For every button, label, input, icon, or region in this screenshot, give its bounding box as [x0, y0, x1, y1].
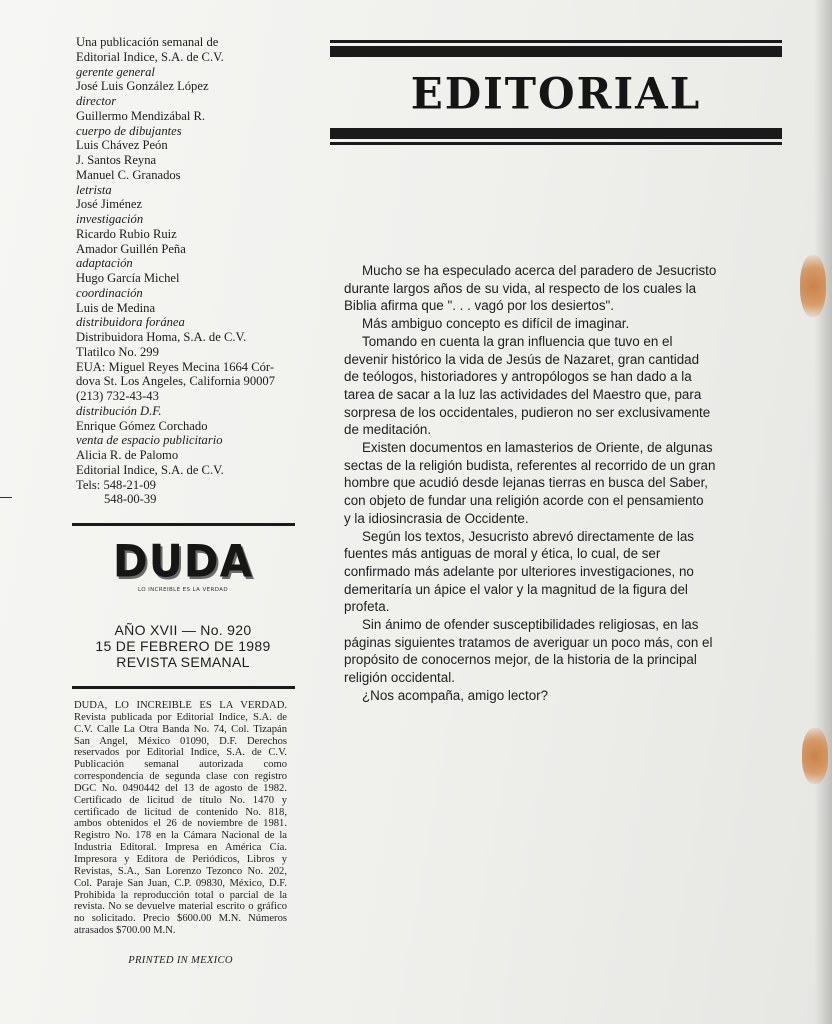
editorial-rule-top-thick — [330, 46, 782, 57]
editorial-line: confirmado más adelante por ulteriores investigaciones, no — [344, 563, 694, 579]
credit-line: Ricardo Rubio Ruiz — [76, 226, 177, 241]
editorial-rule-top — [330, 40, 782, 43]
credit-role: venta de espacio publicitario — [76, 433, 223, 448]
credit-line: Tlatilco No. 299 — [76, 344, 159, 359]
printed-in-notice: PRINTED IN MEXICO — [128, 955, 233, 966]
divider-rule-bottom — [72, 686, 295, 689]
editorial-line: profeta. — [344, 599, 390, 615]
credit-role: coordinación — [76, 285, 143, 300]
credit-line: J. Santos Reyna — [76, 153, 157, 167]
issue-frequency: REVISTA SEMANAL — [116, 654, 250, 670]
editorial-line: de meditación. — [344, 422, 432, 438]
editorial-line: Tomando en cuenta la gran influencia que tuvo en el — [362, 333, 673, 349]
editorial-line: Sin ánimo de ofender susceptibilidades religiosas, en las — [362, 617, 699, 633]
credit-line: (213) 732-43-43 — [76, 389, 159, 403]
editorial-line: y la idiosincrasia de Occidente. — [344, 510, 529, 526]
editorial-line: propósito de conocernos mejor, de la historia de la principal — [344, 652, 697, 668]
credit-role: cuerpo de dibujantes — [76, 123, 182, 138]
editorial-line: sectas de la religión budista, referentes al recorrido de un gran — [344, 457, 716, 473]
credit-line: Luis de Medina — [76, 300, 156, 315]
divider-rule-top — [72, 523, 295, 526]
editorial-rule-bottom-thick — [330, 128, 782, 139]
credit-role: investigación — [76, 212, 144, 226]
credit-role: distribución D.F. — [76, 403, 162, 418]
editorial-line: durante largos años de su vida, al respecto de los cuales la — [344, 280, 697, 296]
editorial-line: tarea de sacar a la luz las actividades del Maestro que, para — [344, 386, 702, 402]
tape-stain-bottom — [802, 728, 828, 784]
editorial-body — [344, 262, 740, 705]
credit-role: director — [76, 94, 117, 108]
credit-line: Manuel C. Granados — [76, 167, 181, 182]
credit-line: José Luis González López — [76, 79, 209, 94]
credit-line: Una publicación semanal de — [76, 35, 219, 49]
credit-role: gerente general — [76, 64, 155, 79]
editorial-line: Existen documentos en lamasterios de Oriente, de algunas — [362, 440, 713, 456]
credit-line: José Jiménez — [76, 197, 143, 212]
credit-line: Enrique Gómez Corchado — [76, 418, 208, 433]
editorial-line: páginas siguientes tratamos de averiguar un poco más, con el — [344, 634, 713, 650]
editorial-line: con objeto de fundar una religión acorde con el pensamiento — [344, 493, 704, 509]
page-edge-shadow — [814, 0, 832, 1024]
editorial-line: religión occidental. — [344, 670, 455, 686]
magazine-logo: DUDA — [112, 535, 254, 588]
editorial-line: sorpresa de los occidentales, pudieron no ser exclusivamente — [344, 404, 711, 420]
credit-line: Editorial Indice, S.A. de C.V. — [76, 49, 224, 64]
legal-notice: DUDA, LO INCREIBLE ES LA VERDAD. Revista publicada por Editorial Indice, S.A. de C.V. Calle La Otra Banda No. 74, Col. Tizapán San Angel, México 01090, D.F. Derechos reservados por Editorial Indice, S.A. de C.V. Publicación semanal autorizada como correspondencia de segunda clase con registro DGC No. 0490442 del 13 de agosto de 1982. Certificado de licitud de título No. 1470 y certificado de licitud de contenido No. 818, ambos obtenidos el 26 de noviembre de 1981. Registro No. 178 en la Cámara Nacional de la Industria Editoral. Impresa en América Cía. Impresora y Editora de Periódicos, Libros y Revistas, S.A., San Lorenzo Tezonco No. 202, Col. Paraje San Juan, C.P. 09830, México, D.F. Prohibida la reproducción total o parcial de la revista. No se devuelve material escrito o gráfico no solicitado. Precio $600.00 M.N. Números atrasados $700.00 M.N. — [74, 700, 287, 937]
margin-mark — [0, 497, 12, 498]
editorial-line: demeritaría un ápice el valor y la magnitud de la figura del — [344, 581, 688, 597]
editorial-line: hombre que acudió desde lejanas tierras en busca del Saber, — [344, 475, 709, 491]
editorial-line: devenir histórico la vida de Jesús de Nazaret, gran cantidad — [344, 351, 700, 367]
editorial-line: Según los textos, Jesucristo abrevó directamente de las — [362, 528, 694, 544]
credit-line: Tels: 548-21-09 — [76, 477, 156, 492]
credit-line: Guillermo Mendizábal R. — [76, 108, 206, 123]
credit-line: EUA: Miguel Reyes Mecina 1664 Cór- — [76, 359, 275, 374]
credit-role: distribuidora foránea — [76, 315, 185, 330]
credit-line: Hugo García Michel — [76, 271, 180, 285]
tape-stain-top — [800, 255, 826, 317]
editorial-rule-bottom — [330, 142, 782, 145]
issue-number: AÑO XVII — No. 920 — [114, 622, 252, 638]
editorial-line: Biblia afirma que ". . . vagó por los desiertos". — [344, 298, 615, 314]
credit-role: letrista — [76, 182, 112, 197]
editorial-line: Mucho se ha especulado acerca del paradero de Jesucristo — [362, 263, 717, 278]
editorial-title: EDITORIAL — [410, 68, 702, 119]
editorial-line: fuentes más antiguas de moral y ética, lo cual, de ser — [344, 546, 661, 562]
credit-line: dova St. Los Angeles, California 90007 — [76, 374, 276, 389]
issue-info — [72, 622, 294, 670]
magazine-tagline: LO INCREIBLE ES LA VERDAD — [137, 587, 229, 593]
editorial-line: de teólogos, historiadores y antropólogos se han dado a la — [344, 369, 692, 385]
credit-line: Alicia R. de Palomo — [76, 448, 179, 462]
credit-line: Editorial Indice, S.A. de C.V. — [76, 462, 224, 477]
editorial-line: ¿Nos acompaña, amigo lector? — [362, 687, 549, 703]
staff-credits — [76, 35, 298, 507]
credit-line: Distribuidora Homa, S.A. de C.V. — [76, 330, 247, 344]
editorial-line: Más ambiguo concepto es difícil de imaginar. — [362, 316, 630, 332]
credit-role: adaptación — [76, 256, 133, 271]
credit-line: Luis Chávez Peón — [76, 138, 168, 153]
credit-line: Amador Guillén Peña — [76, 241, 186, 256]
magazine-logo-block — [72, 535, 294, 593]
issue-date: 15 DE FEBRERO DE 1989 — [95, 638, 271, 654]
credit-line: 548-00-39 — [104, 492, 157, 507]
